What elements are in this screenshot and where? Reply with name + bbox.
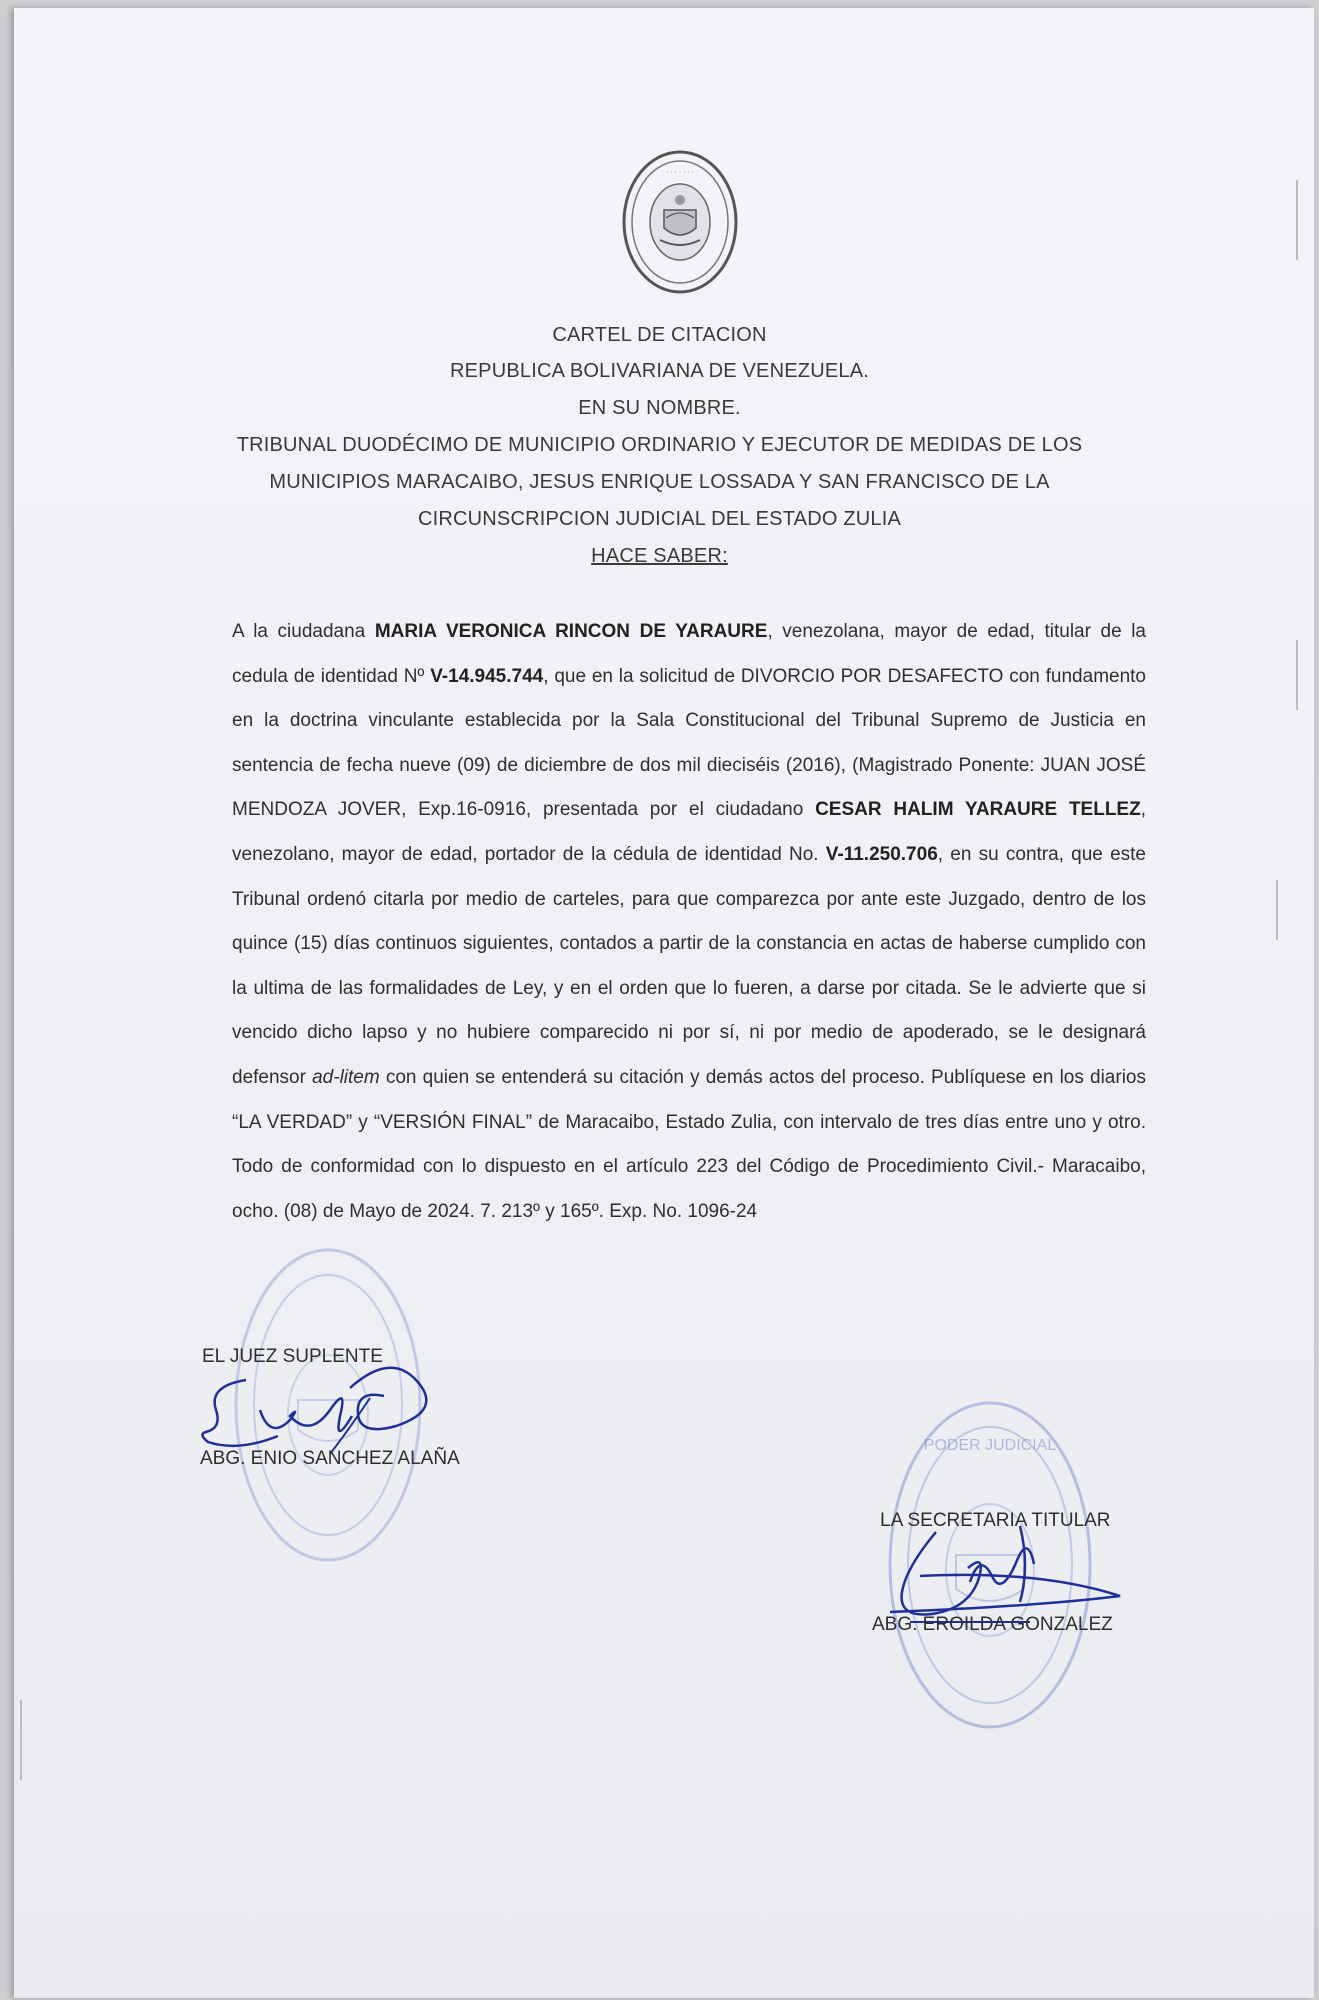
judge-name: ABG. ENIO SANCHEZ ALAÑA [200,1448,460,1469]
judge-title: EL JUEZ SUPLENTE [202,1346,383,1367]
heading-name: EN SU NOMBRE. [578,397,741,419]
body-text: , venezolano, mayor de edad, portador de la cédula de identidad No. [232,799,1146,865]
scan-edge-mark [20,1700,22,1780]
body-text: , que en la solicitud de DIVORCIO POR DESAFECTO con fundamento en la doctrina vinculante establecida por la Sala Constitucional del Tribunal Supremo de Justicia en sentencia de fecha nueve (09) de diciembre de dos mil dieciséis (2016), (Magistrado Ponente: JUAN JOSÉ MENDOZA JOVER, Exp.16-0916, presentada por el ciudadano [232,665,1146,821]
body-text: con quien se entenderá su citación y demás actos del proceso. Publíquese en los diarios “LA VERDAD” y “VERSIÓN FINAL” de Maracaibo, Estado Zulia, con intervalo de tres días entre uno y otro. Todo de conformidad con lo dispuesto en el artículo 223 del Código de Procedimiento Civil.- Maracaibo, ocho. (08) de Mayo de 2024. 7. 213º y 165º. Exp. No. 1096-24 [232,1066,1146,1222]
court-seal-emblem [620,148,740,296]
scan-edge-mark [1296,640,1298,710]
heading-hace-saber [0,545,1319,568]
heading-court-3: CIRCUNSCRIPCION JUDICIAL DEL ESTADO ZULIA [417,508,902,530]
heading-court-1: TRIBUNAL DUODÉCIMO DE MUNICIPIO ORDINARIO Y EJECUTOR DE MEDIDAS DE LOS [236,434,1083,456]
body-text: A la ciudadana [232,621,375,642]
secretary-title: LA SECRETARIA TITULAR [880,1510,1111,1531]
petitioner-id: V-11.250.706 [825,843,938,865]
respondent-name: MARIA VERONICA RINCON DE YARAURE [374,621,768,642]
heading-court-2: MUNICIPIOS MARACAIBO, JESUS ENRIQUE LOSSADA Y SAN FRANCISCO DE LA [269,471,1050,493]
petitioner-name: CESAR HALIM YARAURE TELLEZ [815,799,1141,821]
svg-text:· · · · · · ·: · · · · · · · [666,169,694,176]
scan-edge-mark [1276,880,1278,940]
svg-text:PODER JUDICIAL: PODER JUDICIAL [923,1437,1057,1454]
secretary-name: ABG. EROILDA GONZALEZ [872,1614,1113,1635]
scan-edge-mark [1296,180,1298,260]
body-text: , venezolana, mayor de edad, titular de la cedula de identidad Nº [232,621,1146,687]
respondent-id: V-14.945.744 [430,665,544,687]
body-text: , en su contra, que este Tribunal ordenó citarla por medio de carteles, para que comparezca por ante este Juzgado, dentro de los quince (15) días continuos siguientes, contados a partir de la constancia en actas de haberse cumplido con la ultima de las formalidades de Ley, y en el orden que lo fueren, a darse por citada. Se le advierte que si vencido dicho lapso y no hubiere comparecido ni por sí, ni por medio de apoderado, se le designará defensor [232,843,1146,1088]
citation-body [232,610,1146,1234]
judge-signature [200,1358,480,1458]
ad-litem-term: ad-litem [312,1066,380,1088]
hace-saber-text: HACE SABER: [591,545,728,567]
heading-republic: REPUBLICA BOLIVARIANA DE VENEZUELA. [450,360,869,382]
heading-title: CARTEL DE CITACION [552,324,767,346]
